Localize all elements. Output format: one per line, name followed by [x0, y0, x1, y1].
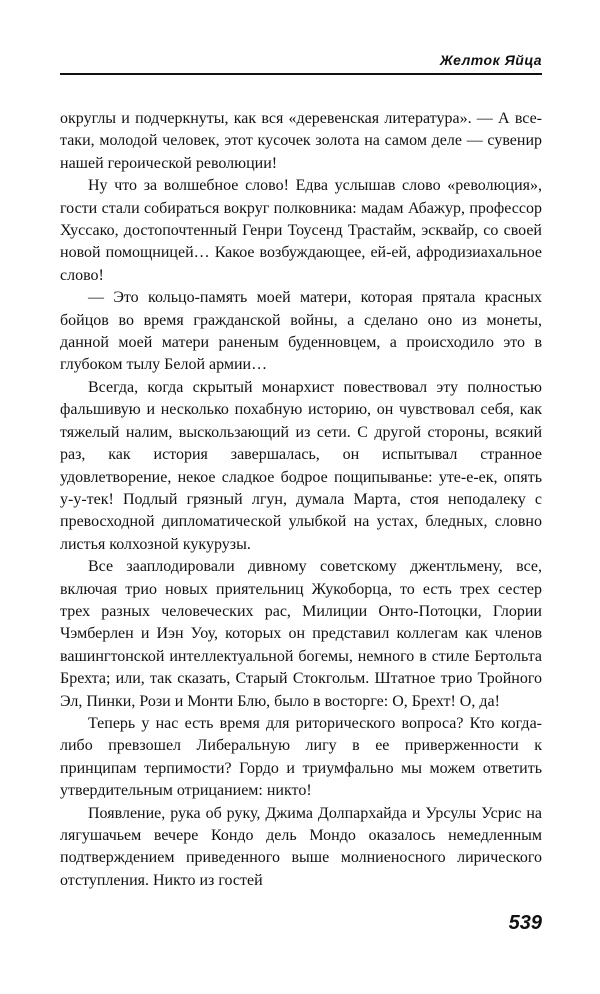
body-text	[60, 108, 542, 892]
paragraph-3: — Это кольцо-память моей матери, которая прятала красных бойцов во время гражданской войны, а сделано оно из монеты, данной моей матери раненым буденновцем, а происходило это в глубоком тылу Белой армии…	[60, 289, 542, 374]
page-number: 539	[508, 912, 542, 934]
paragraph-4: Всегда, когда скрытый монархист повествовал эту полностью фальшивую и несколько похабную историю, он чувствовал себя, как тяжелый налим, выскользающий из сети. С другой стороны, всякий раз, как история завершалась, он испытывал странное удовлетворение, некое сладкое бодрое пощипываньe: уте-е-ек, опять у-у-тек! Подлый грязный лгун, думала Марта, стоя неподалеку с превосходной дипломатической улыбкой на устах, бледных, словно листья колхозной кукурузы.	[60, 378, 542, 553]
header-rule	[60, 73, 542, 75]
paragraph-6: Теперь у нас есть время для риторического вопроса? Кто когда-либо превзошел Либеральную лигу в ее приверженности к принципам терпимости? Гордо и триумфально мы можем ответить утвердительным отрицанием: никто!	[60, 714, 542, 800]
paragraph-5: Все зааплодировали дивному советскому джентльмену, все, включая трио новых приятельниц Жукоборца, то есть трех сестер трех разных человеческих рас, Милиции Онто-Потоцки, Глории Чэмберлен и Иэн Уоу, которых он представил коллегам как членов вашингтонской интеллектуальной богемы, немного в стиле Бертольта Брехта; или, так сказать, Старый Стокгольм. Штатное трио Тройного Эл, Пинки, Рози и Монти Блю, было в восторге: О, Брехт! О, да!	[60, 558, 542, 710]
running-head-title: Желток Яйца	[439, 52, 542, 68]
paragraph-7: Появление, рука об руку, Джима Долпархайда и Урсулы Усрис на лягушачьем вечере Кондо дель Мондо оказалось немедленным подтверждением приведенного выше молниеносного лирического отступления. Никто из гостей	[60, 804, 542, 889]
paragraph-2: Ну что за волшебное слово! Едва услышав слово «революция», гости стали собираться вокруг полковника: мадам Абажур, профессор Хуссако, достопочтенный Генри Тоусенд Трастайм, эсквайр, со своей новой помощницей… Какое возбуждающее, ей-ей, афродизиахальное слово!	[60, 177, 542, 284]
paragraph-1: округлы и подчеркнуты, как вся «деревенская литература». — А все-таки, молодой человек, этот кусочек золота на самом деле — сувенир нашей героической революции!	[60, 110, 542, 172]
